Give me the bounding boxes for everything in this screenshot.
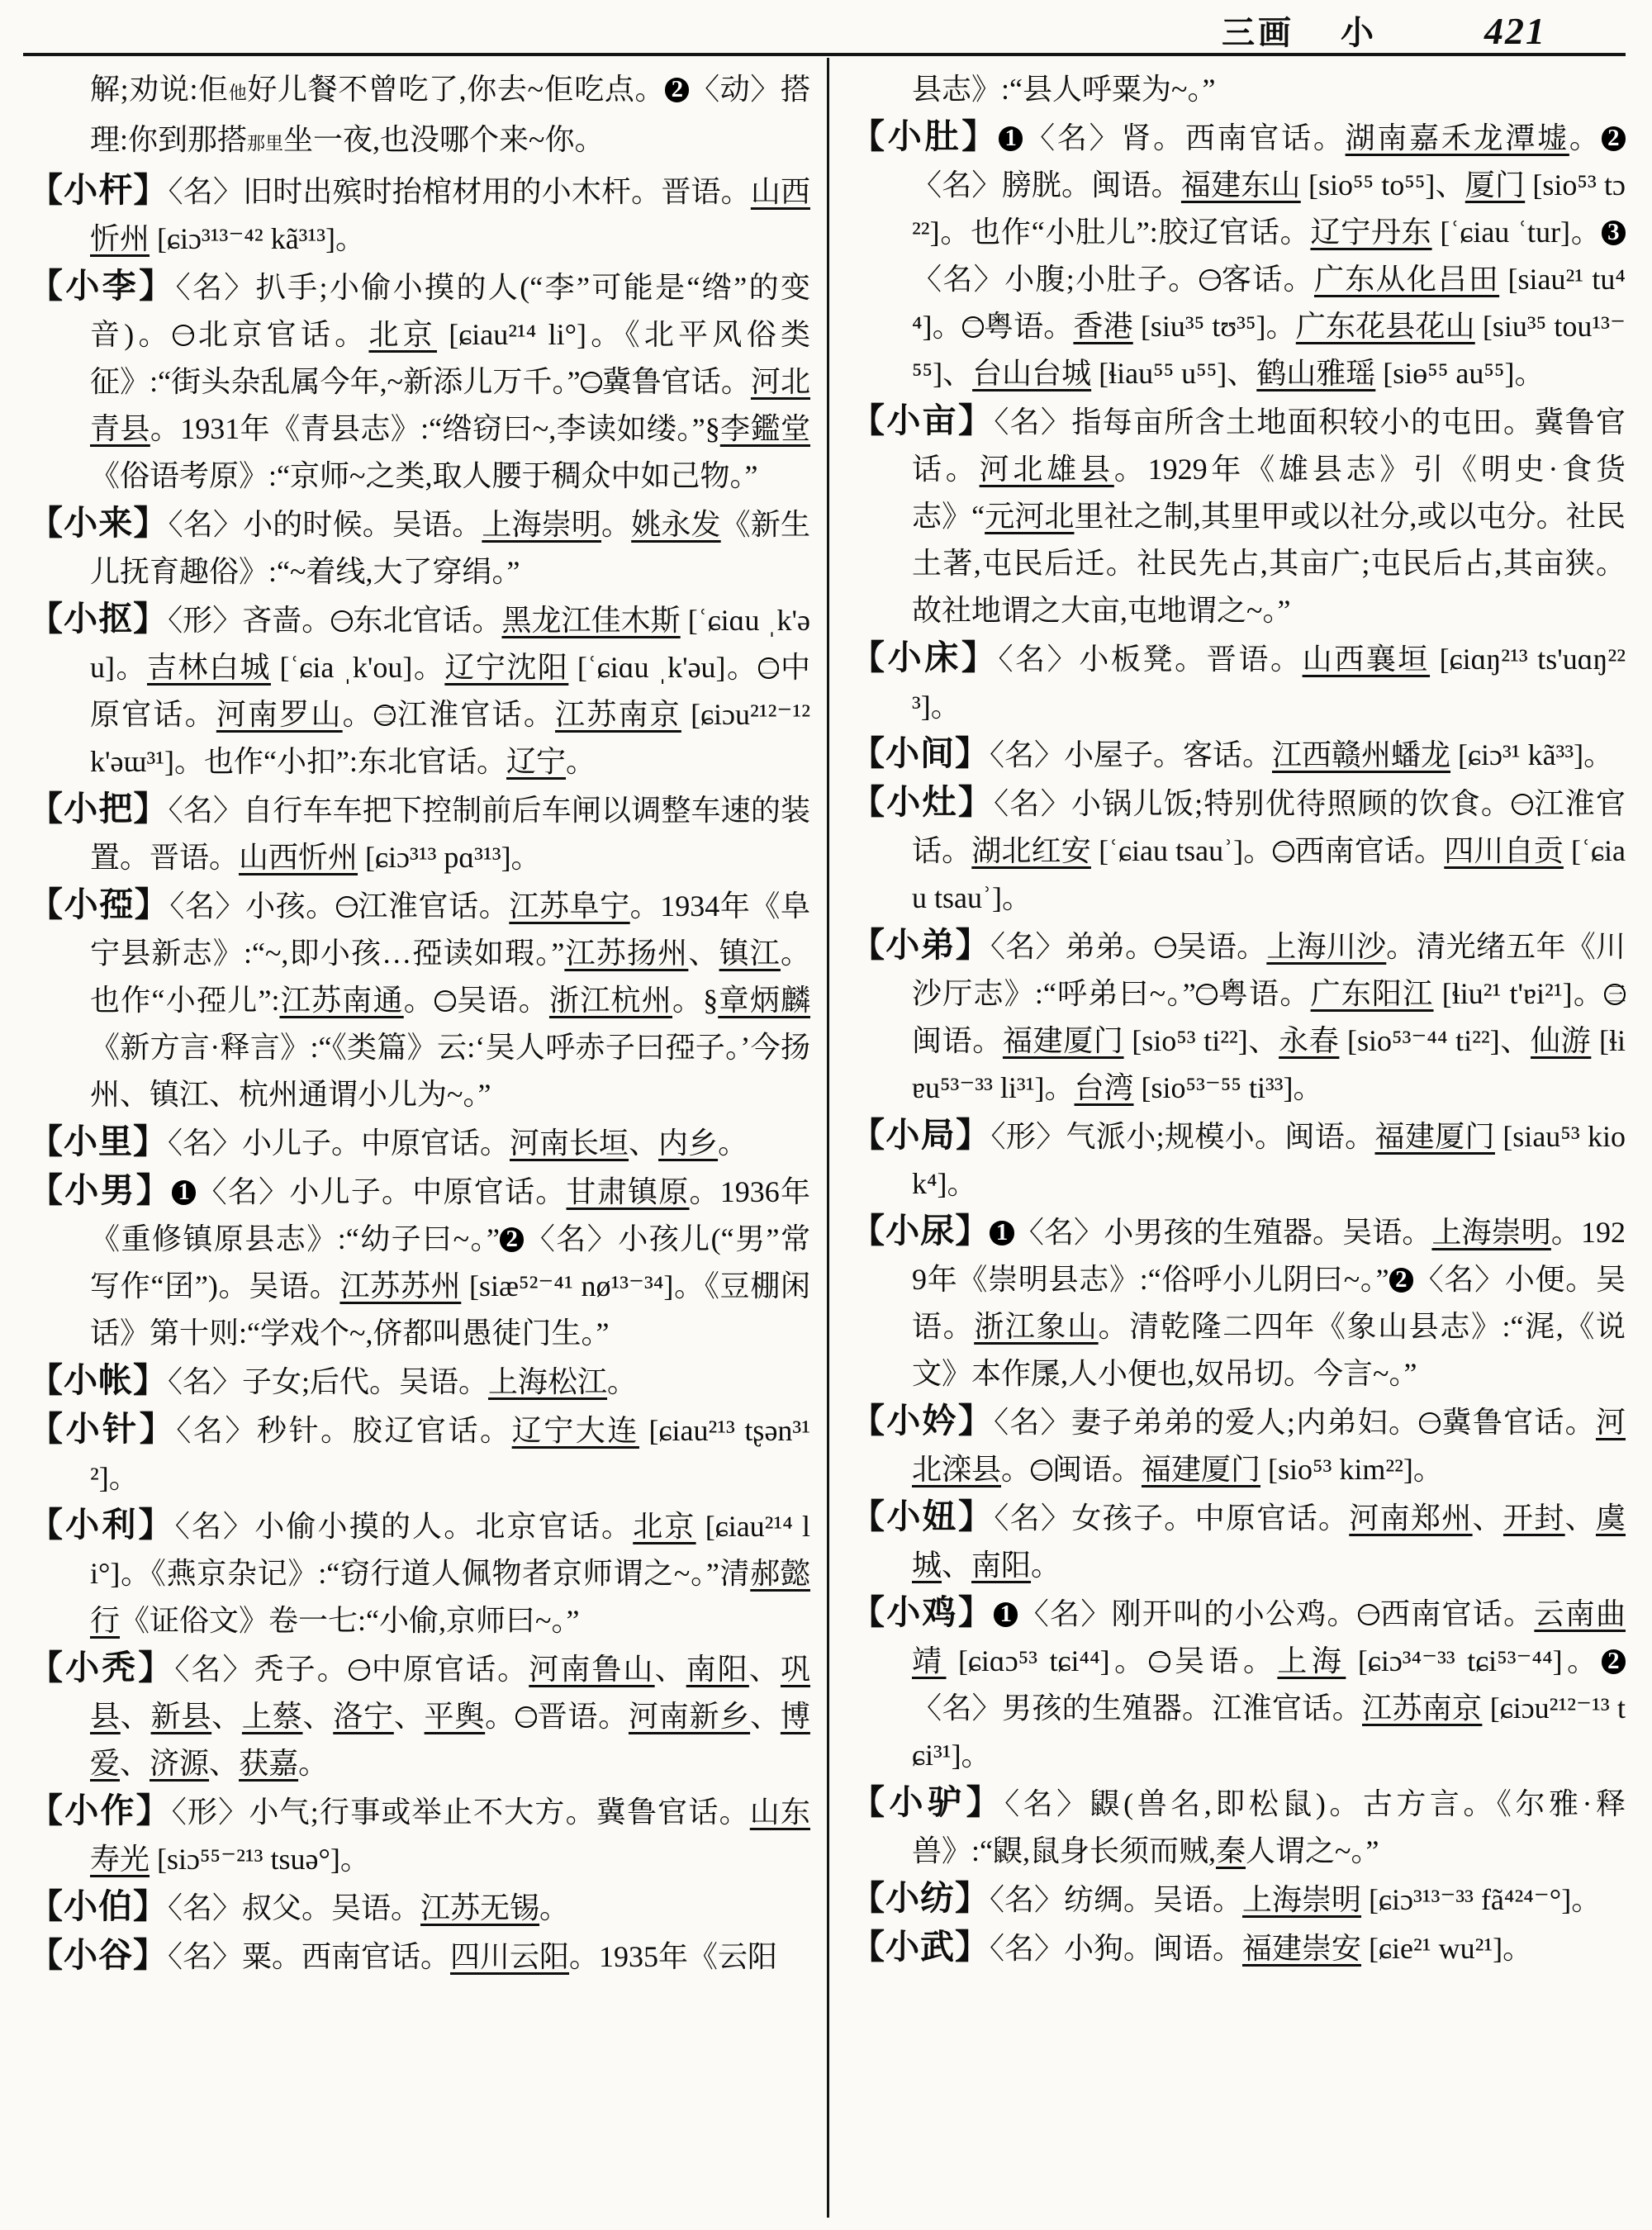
dict-entry: 【小驴】〈名〉鼳(兽名,即松鼠)。古方言。《尔雅·释兽》:“鼳,鼠身长须而贼,秦人谓之~。” xyxy=(851,1783,1626,1867)
place-name: 李鑑堂 xyxy=(719,412,810,445)
sense-number-circled: 一 xyxy=(337,896,358,919)
entry-headword: 【小里】 xyxy=(29,1122,168,1160)
entry-headword: 【小孲】 xyxy=(29,885,170,923)
place-name: 洛宁 xyxy=(333,1700,394,1733)
place-name: 河南郑州 xyxy=(1349,1502,1473,1535)
place-name: 台湾 xyxy=(1074,1071,1134,1104)
dict-entry: 【小来】〈名〉小的时候。吴语。上海崇明。姚永发《新生儿抚育趣俗》:“~着线,大了穿绢。” xyxy=(29,504,810,588)
sense-number-filled: 2 xyxy=(665,78,689,102)
place-name: 平舆 xyxy=(424,1700,486,1733)
place-name: 郝懿行 xyxy=(90,1557,810,1637)
place-name: 河北滦县 xyxy=(912,1406,1626,1486)
place-name: 广东阳江 xyxy=(1310,977,1434,1010)
sense-number-circled: 一 xyxy=(1156,937,1177,960)
place-name: 江苏南京 xyxy=(555,698,681,731)
entry-headword: 【小利】 xyxy=(29,1506,175,1544)
dict-entry: 【小鸡】 1 〈名〉刚开叫的小公鸡。一西南官话。云南曲靖 [ɕiɑɔ⁵³ tɕi⁴⁴]。二吴语。上海 [ɕiɔ³⁴⁻³³ tɕi⁵³⁻⁴⁴]。 2〈名〉男孩的生殖器。江淮官话。江苏南京 [ɕiɔu²¹²⁻¹³ tɕi³¹]。 xyxy=(851,1593,1626,1772)
dict-entry: 【小伯】〈名〉叔父。吴语。江苏无锡。 xyxy=(29,1887,570,1925)
dict-entry-continuation: 解;劝说:佢他好儿餐不曾吃了,你去~佢吃点。 2 〈动〉搭理:你到那搭那里坐一夜,也没哪个来~你。 xyxy=(90,73,810,156)
section-stroke-label: 三画 xyxy=(1222,14,1294,51)
place-name: 江苏南通 xyxy=(279,984,404,1017)
entry-headword: 【小床】 xyxy=(851,638,999,676)
dict-entry: 【小作】〈形〉小气;行事或举止不大方。冀鲁官话。山东寿光 [siɔ⁵⁵⁻²¹³ tsuə°]。 xyxy=(29,1791,810,1876)
place-name: 福建崇安 xyxy=(1242,1932,1362,1965)
entry-headword: 【小肚】 xyxy=(851,117,999,155)
sense-number-circled: 二 xyxy=(582,372,603,395)
sense-number-circled: 二 xyxy=(1275,841,1295,864)
place-name: 山西忻州 xyxy=(239,841,358,874)
entry-headword: 【小把】 xyxy=(29,790,169,828)
entry-headword: 【小秃】 xyxy=(29,1649,175,1687)
dict-entry: 【小针】〈名〉秒针。胶辽官话。辽宁大连 [ɕiau²¹³ tʂən³¹²]。 xyxy=(29,1410,811,1494)
sense-number-filled: 2 xyxy=(1389,1268,1413,1292)
place-name: 河北青县 xyxy=(90,365,810,445)
place-name: 福建厦门 xyxy=(1002,1024,1124,1057)
entry-headword: 【小谷】 xyxy=(29,1936,168,1974)
place-name: 巩县 xyxy=(90,1653,810,1733)
sense-number-circled: 一 xyxy=(349,1659,371,1682)
dict-entry: 【小妗】〈名〉妻子弟弟的爱人;内弟妇。一冀鲁官话。河北滦县。二闽语。福建厦门 [sio⁵³ kim²²]。 xyxy=(851,1402,1626,1486)
entry-headword: 【小武】 xyxy=(851,1928,990,1966)
place-name: 内乡 xyxy=(658,1127,719,1160)
sense-number-circled: 一 xyxy=(1200,269,1222,292)
place-name: 虞城 xyxy=(912,1502,1626,1582)
place-name: 浙江杭州 xyxy=(548,984,672,1017)
dict-entry: 【小里】〈名〉小儿子。中原官话。河南长垣、内乡。 xyxy=(29,1122,748,1160)
sense-number-circled: 二 xyxy=(436,990,457,1013)
place-name: 吉林白城 xyxy=(146,651,271,684)
dict-entry: 【小亩】〈名〉指每亩所含土地面积较小的屯田。冀鲁官话。河北雄县。1929年《雄县志》引《明史·食货志》“元河北里社之制,其里甲或以社分,或以屯分。社民土著,屯民后迁。社民先占,其亩广;屯民后占,其亩狭。故社地谓之大亩,屯地谓之~。” xyxy=(851,401,1626,627)
place-name: 新县 xyxy=(150,1700,212,1733)
place-name: 河南罗山 xyxy=(216,698,343,731)
place-name: 江苏扬州 xyxy=(564,937,689,970)
place-name: 上海崇明 xyxy=(482,508,602,541)
place-name: 南阳 xyxy=(971,1549,1032,1582)
sense-number-filled: 2 xyxy=(500,1227,524,1251)
sense-number-circled: 三 xyxy=(375,705,396,728)
dict-entry: 【小武】〈名〉小狗。闽语。福建崇安 [ɕie²¹ wu²¹]。 xyxy=(851,1928,1533,1966)
entry-headword: 【小针】 xyxy=(29,1410,177,1448)
place-name: 台山台城 xyxy=(972,357,1092,390)
place-name: 江苏阜宁 xyxy=(509,890,630,923)
entry-headword: 【小作】 xyxy=(29,1791,172,1829)
sense-number-circled: 一 xyxy=(1421,1412,1441,1435)
place-name: 山西襄垣 xyxy=(1302,643,1431,676)
dict-entry-continuation: 县志》:“县人呼粟为~。” xyxy=(912,73,1216,106)
entry-headword: 【小鸡】 xyxy=(851,1593,995,1631)
sense-number-filled: 1 xyxy=(994,1602,1018,1626)
place-name: 福建厦门 xyxy=(1374,1120,1495,1153)
place-name: 仙游 xyxy=(1531,1024,1592,1057)
place-name: 辽宁大连 xyxy=(511,1414,639,1447)
place-name: 上海崇明 xyxy=(1431,1216,1551,1249)
entry-headword: 【小驴】 xyxy=(851,1783,1005,1821)
dict-entry: 【小肚】 1 〈名〉肾。西南官话。湖南嘉禾龙潭墟。 2〈名〉膀胱。闽语。福建东山 [sio⁵⁵ to⁵⁵]、厦门 [sio⁵³ tɔ²²]。也作“小肚儿”:胶辽官话。辽宁丹东 [ʿɕiau ʿtur]。 3〈名〉小腹;小肚子。一客话。广东从化吕田 [siau²¹ tu⁴⁴]。二粤语。香港 [siu³⁵ tʊ³⁵]。广东花县花山 [siu³⁵ tou¹³⁻⁵⁵]、台山台城 [ɬiau⁵⁵ u⁵⁵]、鹤山雅瑶 [siɵ⁵⁵ au⁵⁵]。 xyxy=(851,117,1626,390)
entry-headword: 【小男】 xyxy=(29,1171,172,1209)
place-name: 南阳 xyxy=(686,1653,749,1686)
place-name: 山西忻州 xyxy=(90,175,810,255)
place-name: 辽宁沈阳 xyxy=(444,651,569,684)
place-name: 福建厦门 xyxy=(1141,1453,1260,1486)
sense-number-circled: 一 xyxy=(1359,1604,1380,1627)
section-character: 小 xyxy=(1341,14,1377,51)
place-name: 镇江 xyxy=(719,937,781,970)
place-name: 广东花县花山 xyxy=(1295,310,1475,343)
place-name: 开封 xyxy=(1502,1502,1565,1535)
sense-number-filled: 2 xyxy=(1602,126,1626,150)
entry-headword: 【小间】 xyxy=(851,734,990,772)
sense-number-filled: 1 xyxy=(172,1180,196,1204)
entry-headword: 【小抠】 xyxy=(29,600,169,638)
entry-headword: 【小亩】 xyxy=(851,401,995,439)
dict-entry: 【小灶】〈名〉小锅儿饭;特别优待照顾的饮食。一江淮官话。湖北红安 [ʿɕiau tsauʾ]。二西南官话。四川自贡 [ʿɕiau tsauʾ]。 xyxy=(851,783,1626,914)
dict-entry: 【小帐】〈名〉子女;后代。吴语。上海松江。 xyxy=(29,1361,638,1399)
page-header xyxy=(0,7,1546,54)
column-divider xyxy=(827,58,829,2218)
place-name: 湖北红安 xyxy=(971,834,1091,867)
entry-headword: 【小纺】 xyxy=(851,1879,990,1917)
place-name: 江苏南京 xyxy=(1362,1691,1483,1725)
place-name: 北京 xyxy=(368,318,437,351)
header-rule xyxy=(23,53,1626,56)
dict-entry: 【小纺】〈名〉纺绸。吴语。上海崇明 [ɕiɔ³¹³⁻³³ fã⁴²⁴⁻°]。 xyxy=(851,1879,1602,1917)
dict-entry: 【小利】〈名〉小偷小摸的人。北京官话。北京 [ɕiau²¹⁴ li°]。《燕京杂记》:“窃行道人佩物者京师谓之~。”清郝懿行《证俗文》卷一七:“小偷,京师曰~。” xyxy=(29,1506,810,1637)
entry-headword: 【小来】 xyxy=(29,504,169,542)
dict-entry: 【小抠】〈形〉吝啬。一东北官话。黑龙江佳木斯 [ʿɕiɑu ˌk'əu]。吉林白城 [ʿɕia ˌk'ou]。辽宁沈阳 [ʿɕiɑu ˌk'əu]。二中原官话。河南罗山。三江淮官话。江苏南京 [ɕiɔu²¹²⁻¹² k'əɯ³¹]。也作“小扣”:东北官话。辽宁。 xyxy=(29,600,810,778)
place-name: 河北雄县 xyxy=(979,453,1114,486)
sense-number-filled: 1 xyxy=(990,1221,1014,1245)
dict-entry: 【小弟】〈名〉弟弟。一吴语。上海川沙。清光绪五年《川沙厅志》:“呼弟曰~。”二粤语。广东阳江 [ɬiu²¹ t'ɐi²¹]。三闽语。福建厦门 [sio⁵³ ti²²]、永春 [sio⁵³⁻⁴⁴ ti²²]、仙游 [ɬiɐu⁵³⁻³³ li³¹]。台湾 [sio⁵³⁻⁵⁵ ti³³]。 xyxy=(851,926,1626,1104)
entry-headword: 【小妞】 xyxy=(851,1497,995,1535)
place-name: 获嘉 xyxy=(239,1747,299,1780)
place-name: 山东寿光 xyxy=(90,1796,810,1876)
sense-number-circled: 二 xyxy=(759,657,780,681)
place-name: 章炳麟 xyxy=(718,984,810,1017)
sense-number-circled: 一 xyxy=(333,610,354,633)
gloss-small-text: 他 xyxy=(228,83,248,103)
place-name: 江苏无锡 xyxy=(420,1891,540,1924)
place-name: 上海 xyxy=(1277,1644,1346,1677)
dict-entry: 【小秃】〈名〉秃子。一中原官话。河南鲁山、南阳、巩县、新县、上蔡、洛宁、平舆。二晋语。河南新乡、博爱、济源、获嘉。 xyxy=(29,1649,810,1780)
entry-headword: 【小妗】 xyxy=(851,1402,995,1440)
page-number: 421 xyxy=(1484,10,1546,52)
place-name: 甘肃镇原 xyxy=(566,1175,690,1208)
place-name: 永春 xyxy=(1279,1024,1340,1057)
sense-number-circled: 二 xyxy=(1150,1651,1171,1674)
place-name: 秦 xyxy=(1215,1834,1246,1867)
dict-entry: 【小谷】〈名〉粟。西南官话。四川云阳。1935年《云阳 xyxy=(29,1936,778,1974)
sense-number-circled: 二 xyxy=(1032,1459,1053,1483)
place-name: 北京 xyxy=(633,1510,696,1543)
place-name: 河南长垣 xyxy=(510,1127,629,1160)
place-name: 姚永发 xyxy=(631,508,721,541)
dict-entry: 【小床】〈名〉小板凳。晋语。山西襄垣 [ɕiɑŋ²¹³ ts'uɑŋ²²³]。 xyxy=(851,638,1626,723)
sense-number-circled: 一 xyxy=(173,325,195,348)
place-name: 上海崇明 xyxy=(1242,1883,1362,1916)
right-column xyxy=(851,66,1626,1972)
dict-entry: 【小李】〈名〉扒手;小偷小摸的人(“李”可能是“绺”的变音)。一北京官话。北京 [ɕiau²¹⁴ li°]。《北平风俗类征》:“街头杂乱属今年,~新添儿万千。”二冀鲁官话。河北青县。1931年《青县志》:“绺窃曰~,李读如缕。”§李鑑堂《俗语考原》:“京师~之类,取人腰于稠众中如己物。” xyxy=(29,267,811,492)
entry-headword: 【小李】 xyxy=(29,267,176,305)
dict-entry: 【小把】〈名〉自行车车把下控制前后车闸以调整车速的装置。晋语。山西忻州 [ɕiɔ³¹³ pɑ³¹³]。 xyxy=(29,790,810,874)
place-name: 济源 xyxy=(150,1747,210,1780)
entry-headword: 【小杆】 xyxy=(29,171,169,209)
place-name: 河南鲁山 xyxy=(529,1653,655,1686)
place-name: 江苏苏州 xyxy=(339,1269,462,1302)
sense-number-filled: 1 xyxy=(999,126,1023,150)
place-name: 黑龙江佳木斯 xyxy=(501,604,681,637)
place-name: 上海川沙 xyxy=(1266,930,1387,963)
dict-entry: 【小男】 1 〈名〉小儿子。中原官话。甘肃镇原。1936年《重修镇原县志》:“幼子曰~。” 2 〈名〉小孩儿(“男”常写作“囝”)。吴语。江苏苏州 [siæ⁵²⁻⁴¹ nø¹³⁻³⁴]。《豆棚闲话》第十则:“学戏个~,侪都叫愚徒门生。” xyxy=(29,1171,811,1350)
place-name: 鹤山雅瑶 xyxy=(1256,357,1376,390)
entry-headword: 【小灶】 xyxy=(851,783,995,821)
dict-entry: 【小尿】 1 〈名〉小男孩的生殖器。吴语。上海崇明。1929年《崇明县志》:“俗呼小儿阴曰~。” 2 〈名〉小便。吴语。浙江象山。清乾隆二四年《象山县志》:“浘,《说文》本作㞙,人小便也,奴吊切。今言~。” xyxy=(851,1212,1626,1390)
place-name: 云南曲靖 xyxy=(912,1597,1626,1677)
dict-entry: 【小局】〈形〉气派小;规模小。闽语。福建厦门 [siau⁵³ kiok⁴]。 xyxy=(851,1116,1626,1200)
place-name: 四川云阳 xyxy=(450,1940,570,1973)
sense-number-circled: 一 xyxy=(1513,794,1534,817)
left-column xyxy=(29,66,810,1981)
place-name: 香港 xyxy=(1073,310,1133,343)
place-name: 福建东山 xyxy=(1180,168,1301,202)
place-name: 湖南嘉禾龙潭墟 xyxy=(1345,121,1569,154)
sense-number-filled: 2 xyxy=(1602,1649,1626,1673)
sense-number-circled: 二 xyxy=(1197,984,1218,1007)
place-name: 广东从化吕田 xyxy=(1313,263,1500,296)
dict-entry: 【小间】〈名〉小屋子。客话。江西赣州蟠龙 [ɕiɔ³¹ kã³³]。 xyxy=(851,734,1614,772)
sense-number-filled: 3 xyxy=(1602,221,1626,244)
place-name: 浙江象山 xyxy=(974,1310,1099,1343)
dict-entry: 【小妞】〈名〉女孩子。中原官话。河南郑州、开封、虞城、南阳。 xyxy=(851,1497,1626,1582)
place-name: 博爱 xyxy=(90,1700,810,1780)
place-name: 厦门 xyxy=(1464,168,1526,202)
sense-number-circled: 二 xyxy=(516,1706,538,1729)
sense-number-circled: 三 xyxy=(1606,984,1626,1007)
entry-headword: 【小尿】 xyxy=(851,1212,990,1250)
sense-number-circled: 二 xyxy=(963,316,985,339)
dict-entry: 【小杆】〈名〉旧时出殡时抬棺材用的小木杆。晋语。山西忻州 [ɕiɔ³¹³⁻⁴² kã³¹³]。 xyxy=(29,171,810,255)
place-name: 辽宁丹东 xyxy=(1310,216,1432,249)
place-name: 上海松江 xyxy=(488,1365,608,1398)
gloss-small-text: 那里 xyxy=(247,133,284,154)
place-name: 上蔡 xyxy=(241,1700,303,1733)
entry-headword: 【小帐】 xyxy=(29,1361,168,1399)
place-name: 江西赣州蟠龙 xyxy=(1272,738,1451,771)
place-name: 辽宁 xyxy=(506,745,567,778)
entry-headword: 【小伯】 xyxy=(29,1887,168,1925)
place-name: 元河北 xyxy=(985,500,1075,533)
place-name: 河南新乡 xyxy=(628,1700,751,1733)
dict-entry: 【小孲】〈名〉小孩。一江淮官话。江苏阜宁。1934年《阜宁县新志》:“~,即小孩…孲读如瑕。”江苏扬州、镇江。也作“小孲儿”:江苏南通。二吴语。浙江杭州。§章炳麟《新方言·释言》:“《类篇》云:‘吴人呼赤子曰孲子。’今扬州、镇江、杭州通谓小儿为~。” xyxy=(29,885,810,1111)
entry-headword: 【小弟】 xyxy=(851,926,990,964)
place-name: 四川自贡 xyxy=(1444,834,1564,867)
entry-headword: 【小局】 xyxy=(851,1116,991,1154)
